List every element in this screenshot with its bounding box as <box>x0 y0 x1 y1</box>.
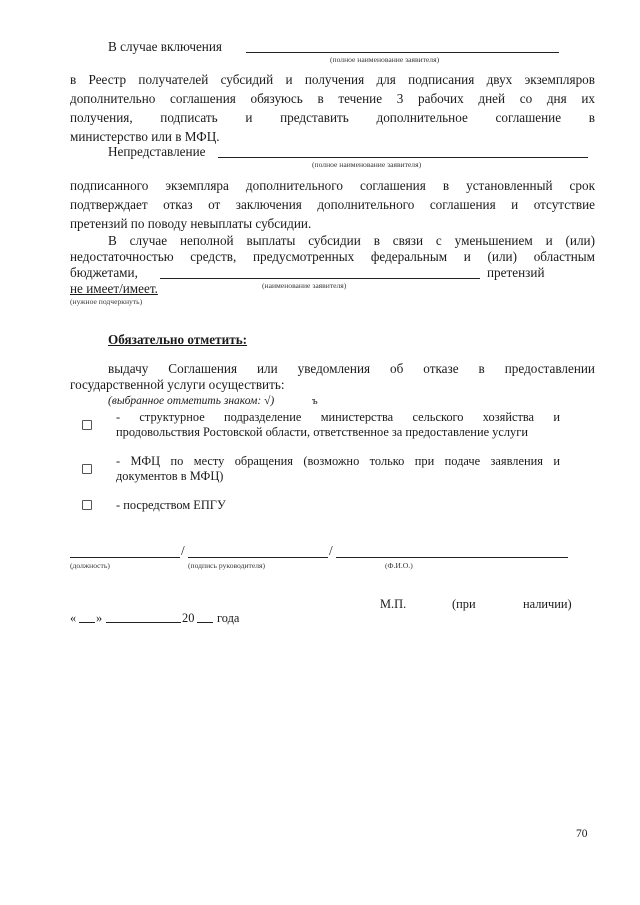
mark-hint: (выбранное отметить знаком: √) <box>108 395 275 407</box>
p2-line-3: претензий по поводу невыплаты субсидии. <box>70 216 312 231</box>
p2-caption: (полное наименование заявителя) <box>312 160 422 169</box>
p1-line-3: получения, подписать и представить дополнительное соглашение в <box>70 110 595 125</box>
p3-line-1: В случае неполной выплаты субсидии в связи с уменьшением и (или) <box>108 233 595 248</box>
p1-line-1: в Реестр получателей субсидий и получения для подписания двух экземпляров <box>70 72 595 87</box>
date-month-field[interactable] <box>106 622 181 623</box>
p2-line-2: подтверждает отказ от заключения дополнительного соглашения и отсутствие <box>70 197 595 212</box>
option-2-checkbox[interactable] <box>82 464 92 474</box>
date-century: 20 <box>182 611 195 625</box>
full-name-caption: (Ф.И.О.) <box>385 561 413 570</box>
position-field[interactable] <box>70 557 180 558</box>
date-open-quote: « <box>70 611 77 625</box>
date-day-field[interactable] <box>79 622 95 623</box>
stamp-pri: (при <box>452 597 476 611</box>
applicant-name-field-1[interactable] <box>246 52 559 53</box>
option-2-line-1: - МФЦ по месту обращения (возможно только при подаче заявления и <box>116 454 560 468</box>
option-3-checkbox[interactable] <box>82 500 92 510</box>
applicant-name-field-3[interactable] <box>160 278 480 279</box>
option-3-line-1: - посредством ЕПГУ <box>116 498 226 512</box>
p1-line-2: дополнительно соглашения обязуюсь в течение 3 рабочих дней со дня их <box>70 91 595 106</box>
p3-caption: (наименование заявителя) <box>262 281 347 290</box>
slash-2-icon: / <box>329 543 333 558</box>
signature-field[interactable] <box>188 557 328 558</box>
p1-line-4: министерство или в МФЦ. <box>70 129 220 144</box>
stamp-mp: М.П. <box>380 597 407 611</box>
stamp-nal: наличии) <box>523 597 572 611</box>
p1-lead: В случае включения <box>108 39 222 54</box>
mark-stray-char: ъ <box>312 395 318 407</box>
p2-lead: Непредставление <box>108 144 206 159</box>
p2-line-1: подписанного экземпляра дополнительного соглашения в установленный срок <box>70 178 595 193</box>
page-number: 70 <box>576 828 588 840</box>
position-caption: (должность) <box>70 561 110 570</box>
p3-line-4[interactable]: не имеет/имеет. <box>70 281 158 296</box>
p3-note: (нужное подчеркнуть) <box>70 297 143 306</box>
p1-caption: (полное наименование заявителя) <box>330 55 440 64</box>
mark-line-1: выдачу Соглашения или уведомления об отказе в предоставлении <box>108 361 595 376</box>
full-name-field[interactable] <box>336 557 568 558</box>
option-1-line-2: продовольствия Ростовской области, ответственное за предоставление услуги <box>116 425 528 439</box>
p3-line-2: недостаточностью средств, предусмотренных федеральным и (или) областным <box>70 249 595 264</box>
slash-1-icon: / <box>181 543 185 558</box>
option-2-line-2: документов в МФЦ) <box>116 469 224 483</box>
date-year-field[interactable] <box>197 622 213 623</box>
mark-heading: Обязательно отметить: <box>108 332 248 347</box>
mark-line-2: государственной услуги осуществить: <box>70 377 285 392</box>
option-1-line-1: - структурное подразделение министерства сельского хозяйства и <box>116 410 560 424</box>
date-suffix: года <box>217 611 240 625</box>
date-close-quote: » <box>96 611 103 625</box>
option-1-checkbox[interactable] <box>82 420 92 430</box>
signature-caption: (подпись руководителя) <box>188 561 266 570</box>
p3-line-3-start: бюджетами, <box>70 265 138 280</box>
p3-line-3-end: претензий <box>487 265 545 280</box>
applicant-name-field-2[interactable] <box>218 157 588 158</box>
